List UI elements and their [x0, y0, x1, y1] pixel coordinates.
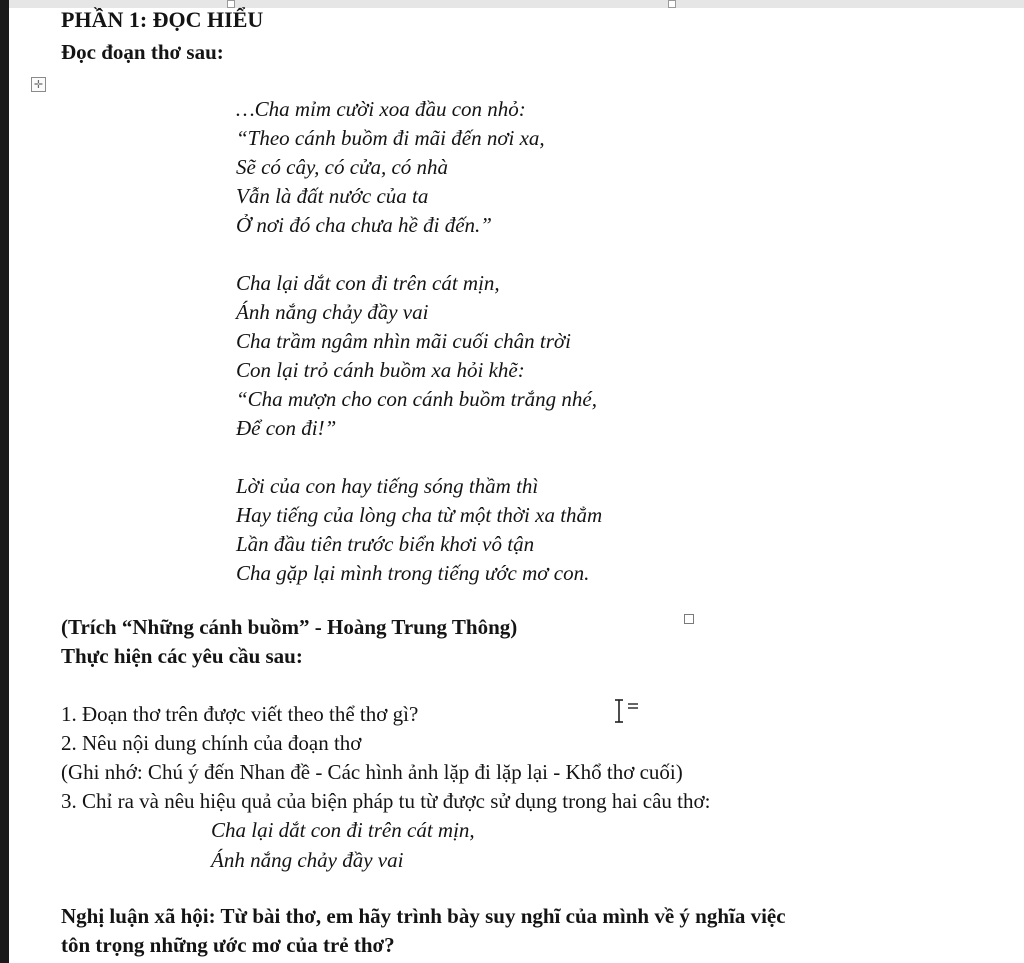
- stanza-gap: [236, 240, 602, 269]
- section-heading: PHẦN 1: ĐỌC HIỂU: [61, 7, 264, 32]
- poem-line: Vẫn là đất nước của ta: [236, 184, 429, 208]
- table-move-handle-icon[interactable]: ✛: [31, 77, 46, 92]
- poem-line: Lần đầu tiên trước biển khơi vô tận: [236, 532, 535, 556]
- poem-excerpt: [236, 95, 602, 588]
- poem-line: Ánh nắng chảy đầy vai: [236, 300, 429, 324]
- poem-line: Sẽ có cây, có cửa, có nhà: [236, 155, 449, 179]
- quoted-poem-line: Ánh nắng chảy đầy vai: [211, 848, 404, 872]
- question-1: 1. Đoạn thơ trên được viết theo thể thơ gì?: [61, 702, 419, 726]
- poem-citation: (Trích “Những cánh buồm” - Hoàng Trung Thông): [61, 615, 518, 639]
- question-2: 2. Nêu nội dung chính của đoạn thơ: [61, 731, 362, 755]
- poem-line: Con lại trỏ cánh buồm xa hỏi khẽ:: [236, 358, 525, 382]
- stanza-gap: [236, 443, 602, 472]
- poem-line: Ở nơi đó cha chưa hề đi đến.”: [236, 213, 492, 237]
- poem-line: Để con đi!”: [236, 416, 337, 440]
- ruler-tab-marker[interactable]: [668, 0, 676, 8]
- poem-line: …Cha mỉm cười xoa đầu con nhỏ:: [236, 97, 526, 121]
- poem-line: Cha gặp lại mình trong tiếng ước mơ con.: [236, 561, 590, 585]
- quoted-poem-line: Cha lại dắt con đi trên cát mịn,: [211, 818, 475, 842]
- text-ibeam-cursor-icon: [612, 697, 648, 725]
- essay-prompt-line-1: Nghị luận xã hội: Từ bài thơ, em hãy trình bày suy nghĩ của mình về ý nghĩa việc: [61, 904, 786, 928]
- question-3-quoted-lines: [211, 815, 475, 875]
- poem-line: Hay tiếng của lòng cha từ một thời xa thẳm: [236, 503, 603, 527]
- tasks-heading: Thực hiện các yêu cầu sau:: [61, 644, 303, 668]
- poem-line: “Theo cánh buồm đi mãi đến nơi xa,: [236, 126, 545, 150]
- poem-line: Lời của con hay tiếng sóng thầm thì: [236, 474, 539, 498]
- window-left-edge: [0, 0, 9, 963]
- poem-line: “Cha mượn cho con cánh buồm trắng nhé,: [236, 387, 597, 411]
- question-3: 3. Chỉ ra và nêu hiệu quả của biện pháp tu từ được sử dụng trong hai câu thơ:: [61, 789, 711, 813]
- paragraph-anchor-icon[interactable]: [684, 614, 694, 624]
- question-2-note: (Ghi nhớ: Chú ý đến Nhan đề - Các hình ảnh lặp đi lặp lại - Khổ thơ cuối): [61, 760, 683, 784]
- essay-prompt-line-2: tôn trọng những ước mơ của trẻ thơ?: [61, 933, 395, 957]
- reading-instruction: Đọc đoạn thơ sau:: [61, 40, 224, 64]
- poem-line: Cha lại dắt con đi trên cát mịn,: [236, 271, 500, 295]
- poem-line: Cha trầm ngâm nhìn mãi cuối chân trời: [236, 329, 571, 353]
